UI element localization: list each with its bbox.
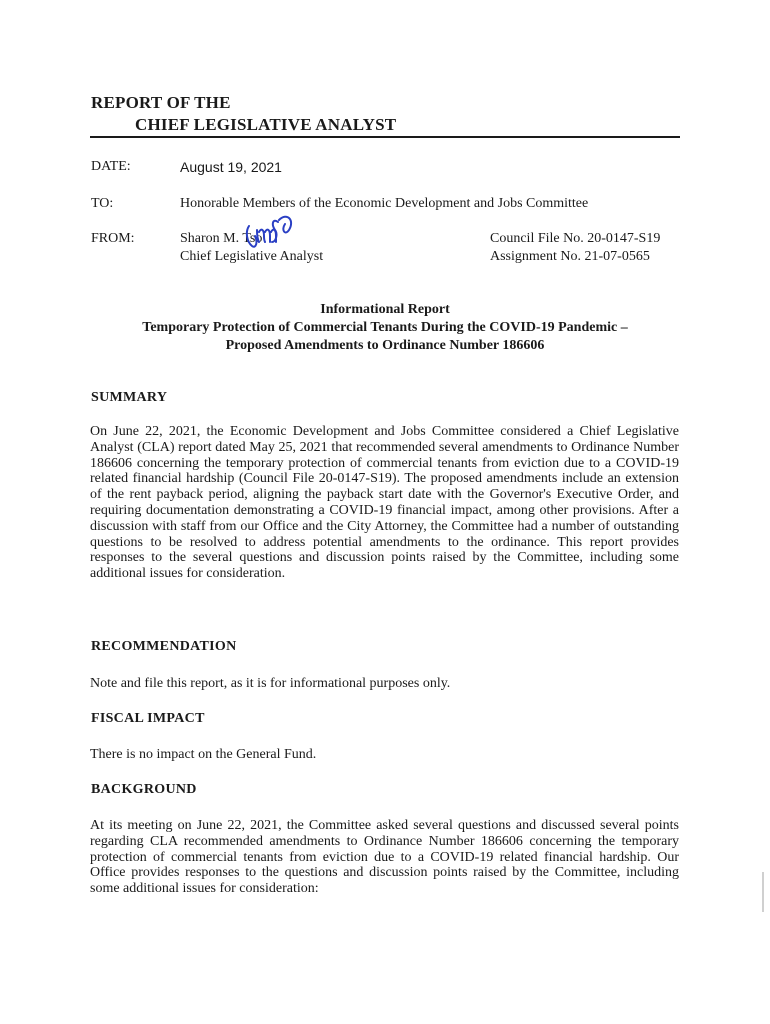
report-subject-line1: Temporary Protection of Commercial Tenants During the COVID-19 Pandemic – [142,320,628,335]
fiscal-impact-heading: FISCAL IMPACT [91,711,205,726]
recommendation-heading: RECOMMENDATION [91,639,237,654]
fiscal-impact-paragraph: There is no impact on the General Fund. [90,747,317,762]
from-label: FROM: [91,231,135,246]
background-heading: BACKGROUND [91,782,197,797]
date-label: DATE: [91,159,131,174]
background-paragraph: At its meeting on June 22, 2021, the Committee asked several questions and discussed several points regarding CLA recommended amendments to Ordinance Number 186606 concerning the temporary protection of commercial tenants from eviction due to a COVID-19 related financial hardship. Our Office provides responses to the questions and discussion points raised by the Committee, including some additional issues for consideration: [90,818,679,897]
signature-initials [243,212,299,252]
report-subject-line2: Proposed Amendments to Ordinance Number 186606 [225,338,545,353]
summary-paragraph: On June 22, 2021, the Economic Development and Jobs Committee considered a Chief Legislative Analyst (CLA) report dated May 25, 2021 that recommended several amendments to Ordinance Number 186606 concerning the temporary protection of commercial tenants from eviction due to a COVID-19 related financial hardship (Council File 20-0147-S19). The proposed amendments include an extension of the rent payback period, aligning the payback start date with the Governor's Executive Order, and requiring documentation demonstrating a COVID-19 financial impact, among other provisions. After a discussion with staff from our Office and the City Attorney, the Committee had a number of outstanding questions to be resolved to address potential amendments to the ordinance. This report provides responses to the several questions and discussion points raised by the Committee, including some additional issues for consideration. [90,424,679,582]
report-title-line2: CHIEF LEGISLATIVE ANALYST [135,115,397,134]
assignment-number: Assignment No. 21-07-0565 [490,249,650,264]
from-title: Chief Legislative Analyst [180,249,324,264]
report-type-heading: Informational Report [320,302,450,317]
scan-edge-mark [762,872,764,912]
to-label: TO: [91,196,114,211]
header-rule [90,136,680,138]
recommendation-paragraph: Note and file this report, as it is for informational purposes only. [90,676,451,691]
council-file-number: Council File No. 20-0147-S19 [490,231,661,246]
report-title-line1: REPORT OF THE [91,93,231,112]
from-name: Sharon M. Tso [180,231,263,246]
date-value: August 19, 2021 [180,159,282,175]
to-value: Honorable Members of the Economic Development and Jobs Committee [180,196,589,211]
summary-heading: SUMMARY [91,390,168,405]
